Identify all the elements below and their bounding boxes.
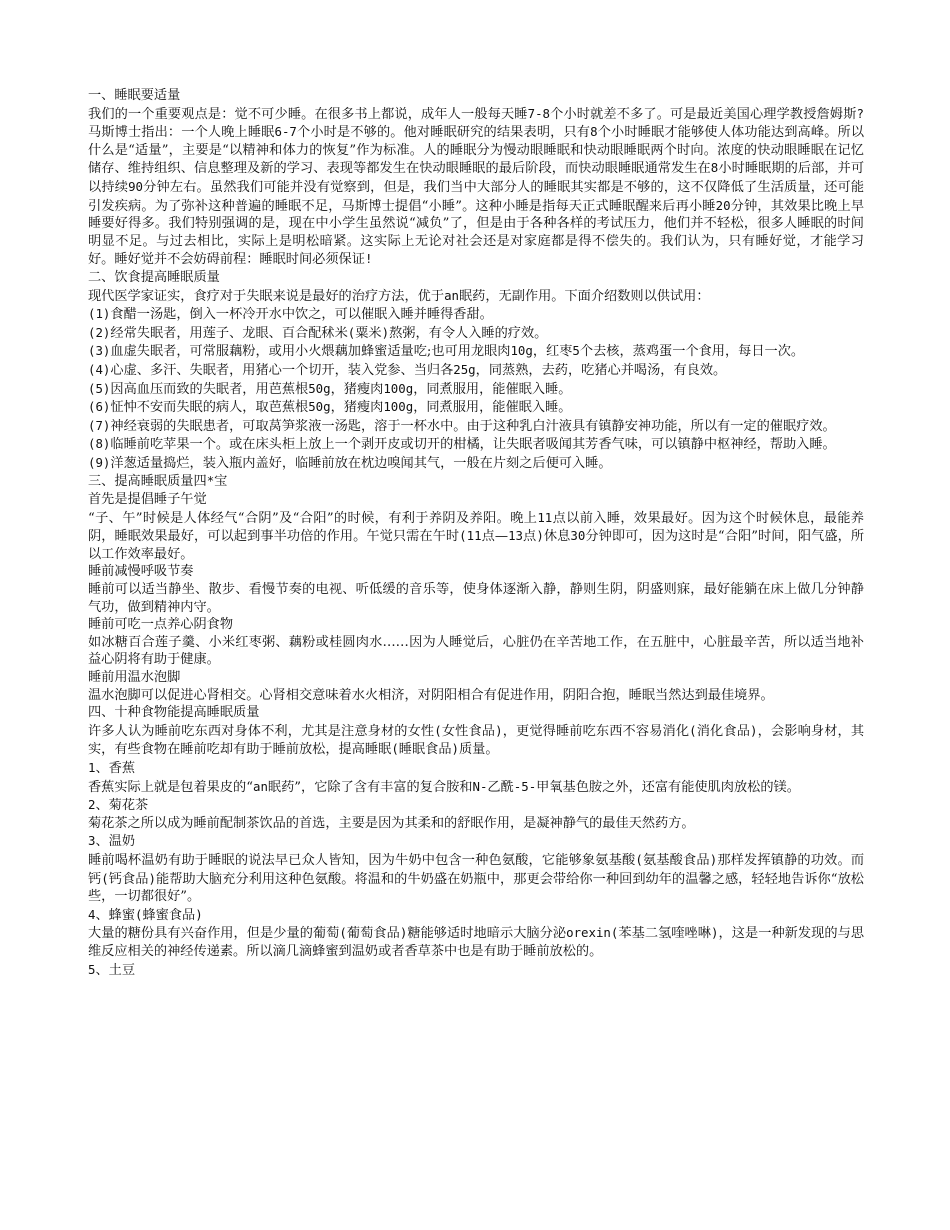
paragraph: (1)食醋一汤匙，倒入一杯冷开水中饮之，可以催眠入睡并睡得香甜。 — [88, 306, 493, 323]
paragraph: (4)心虚、多汗、失眠者，用猪心一个切开，装入党参、当归各25g，同蒸熟，去药，吃猪心并喝汤，有良效。 — [88, 361, 727, 378]
paragraph: 四、十种食物能提高睡眠质量 — [88, 705, 260, 721]
paragraph: (3)血虚失眠者，可常服藕粉，或用小火煨藕加蜂蜜适量吃;也可用龙眼肉10g，红枣5个去核，蒸鸡蛋一个食用，每日一次。 — [88, 343, 805, 360]
paragraph: 许多人认为睡前吃东西对身体不利，尤其是注意身材的女性(女性食品)，更觉得睡前吃东西不容易消化(消化食品)，会影响身材，其实，有些食物在睡前吃却有助于睡前放松，提高睡眠(睡眠食品)质量。 — [88, 722, 865, 758]
paragraph: 我们的一个重要观点是：觉不可少睡。在很多书上都说，成年人一般每天睡7-8个小时就差不多了。可是最近美国心理学教授詹姆斯?马斯博士指出：一个人晚上睡眠6-7个小时是不够的。他对睡眠研究的结果表明，只有8个小时睡眠才能够使人体功能达到高峰。所以什么是“适量”，主要是“以精神和体力的恢复”作为标准。人的睡眠分为慢动眼睡眠和快动眼睡眠两个时向。浓度的快动眼睡眠在记忆储存、维持组织、信息整理及新的学习、表现等都发生在快动眼睡眠的最后阶段，而快动眼睡眠通常发生在8小时睡眠期的后部，并可以持续90分钟左右。虽然我们可能并没有觉察到，但是，我们当中大部分人的睡眠其实都是不够的，这不仅降低了生活质量，还可能引发疾病。为了弥补这种普遍的睡眠不足，马斯博士提倡“小睡”。这种小睡是指每天正式睡眠醒来后再小睡20分钟，其效果比晚上早睡要好得多。我们特别强调的是，现在中小学生虽然说“减负”了，但是由于各种各样的考试压力，他们并不轻松，很多人睡眠的时间明显不足。与过去相比，实际上是明松暗紧。这实际上无论对社会还是对家庭都是得不偿失的。我们认为，只有睡好觉，才能学习好。睡好觉并不会妨碍前程：睡眠时间必须保证! — [88, 105, 865, 268]
paragraph: 香蕉实际上就是包着果皮的“an眠药”，它除了含有丰富的复合胺和N-乙酰-5-甲氧基色胺之外，还富有能使肌肉放松的镁。 — [88, 778, 800, 795]
paragraph: (9)洋葱适量捣烂，装入瓶内盖好，临睡前放在枕边嗅闻其气，一般在片刻之后便可入睡。 — [88, 454, 612, 471]
paragraph: 5、土豆 — [88, 961, 136, 978]
document-body — [88, 87, 864, 979]
paragraph: 大量的糖份具有兴奋作用，但是少量的葡萄(葡萄食品)糖能够适时地暗示大脑分泌orexin(苯基二氢喹唑啉)，这是一种新发现的与思维反应相关的神经传递素。所以滴几滴蜂蜜到温奶或者香草茶中也是有助于睡前放松的。 — [88, 925, 865, 959]
paragraph: 首先是提倡睡子午觉 — [88, 492, 207, 508]
paragraph: 3、温奶 — [88, 833, 136, 850]
paragraph: 睡前减慢呼吸节奏 — [88, 564, 194, 580]
paragraph: 2、菊花茶 — [88, 797, 149, 814]
paragraph: 4、蜂蜜(蜂蜜食品) — [88, 906, 203, 923]
paragraph: 现代医学家证实，食疗对于失眠来说是最好的治疗方法，优于an眠药，无副作用。下面介绍数则以供试用： — [88, 287, 710, 304]
paragraph: 如冰糖百合莲子羹、小米红枣粥、藕粉或桂圆肉水……因为人睡觉后，心脏仍在辛苦地工作，在五脏中，心脏最辛苦，所以适当地补益心阴将有助于健康。 — [88, 634, 864, 668]
paragraph: 睡前可以适当静坐、散步、看慢节奏的电视、听低缓的音乐等，使身体逐渐入静，静则生阴，阴盛则寐，最好能躺在床上做几分钟静气功，做到精神内守。 — [88, 582, 864, 615]
paragraph: (7)神经衰弱的失眠患者，可取莴笋浆液一汤匙，溶于一杯水中。由于这种乳白汁液具有镇静安神功能，所以有一定的催眠疗效。 — [88, 417, 836, 434]
paragraph: (2)经常失眠者，用莲子、龙眼、百合配秫米(粟米)熬粥，有令人入睡的疗效。 — [88, 324, 548, 341]
paragraph: 二、饮食提高睡眠质量 — [88, 269, 220, 285]
paragraph: 温水泡脚可以促进心肾相交。心肾相交意味着水火相济，对阴阳相合有促进作用，阴阳合抱，睡眠当然达到最佳境界。 — [88, 687, 774, 703]
paragraph: 睡前可吃一点养心阴食物 — [88, 617, 234, 633]
paragraph: 睡前喝杯温奶有助于睡眠的说法早已众人皆知，因为牛奶中包含一种色氨酸，它能够象氨基酸(氨基酸食品)那样发挥镇静的功效。而钙(钙食品)能帮助大脑充分利用这种色氨酸。将温和的牛奶盛在奶瓶中，那更会带给你一种回到幼年的温馨之感，轻轻地告诉你“放松些，一切都很好”。 — [88, 851, 865, 905]
paragraph: 1、香蕉 — [88, 759, 136, 776]
paragraph: 睡前用温水泡脚 — [88, 670, 181, 685]
paragraph: 菊花茶之所以成为睡前配制茶饮品的首选，主要是因为其柔和的舒眠作用，是凝神静气的最佳天然药方。 — [88, 815, 695, 831]
paragraph: (5)因高血压而致的失眠者，用芭蕉根50g，猪瘦肉100g，同煮服用，能催眠入睡。 — [88, 380, 572, 397]
paragraph: 一、睡眠要适量 — [88, 88, 181, 103]
paragraph: (8)临睡前吃苹果一个。或在床头柜上放上一个剥开皮或切开的柑橘，让失眠者吸闻其芳香气味，可以镇静中枢神经，帮助入睡。 — [88, 436, 836, 453]
paragraph: (6)怔忡不安而失眠的病人，取芭蕉根50g，猪瘦肉100g，同煮服用，能催眠入睡。 — [88, 399, 572, 416]
paragraph: “子、午”时候是人体经气“合阴”及“合阳”的时候，有利于养阴及养阳。晚上11点以前入睡，效果最好。因为这个时候休息，最能养阴，睡眠效果最好，可以起到事半功倍的作用。午觉只需在午时(11点—13点)休息30分钟即可，因为这时是“合阳”时间，阳气盛，所以工作效率最好。 — [88, 509, 865, 562]
paragraph: 三、提高睡眠质量四*宝 — [88, 473, 228, 490]
